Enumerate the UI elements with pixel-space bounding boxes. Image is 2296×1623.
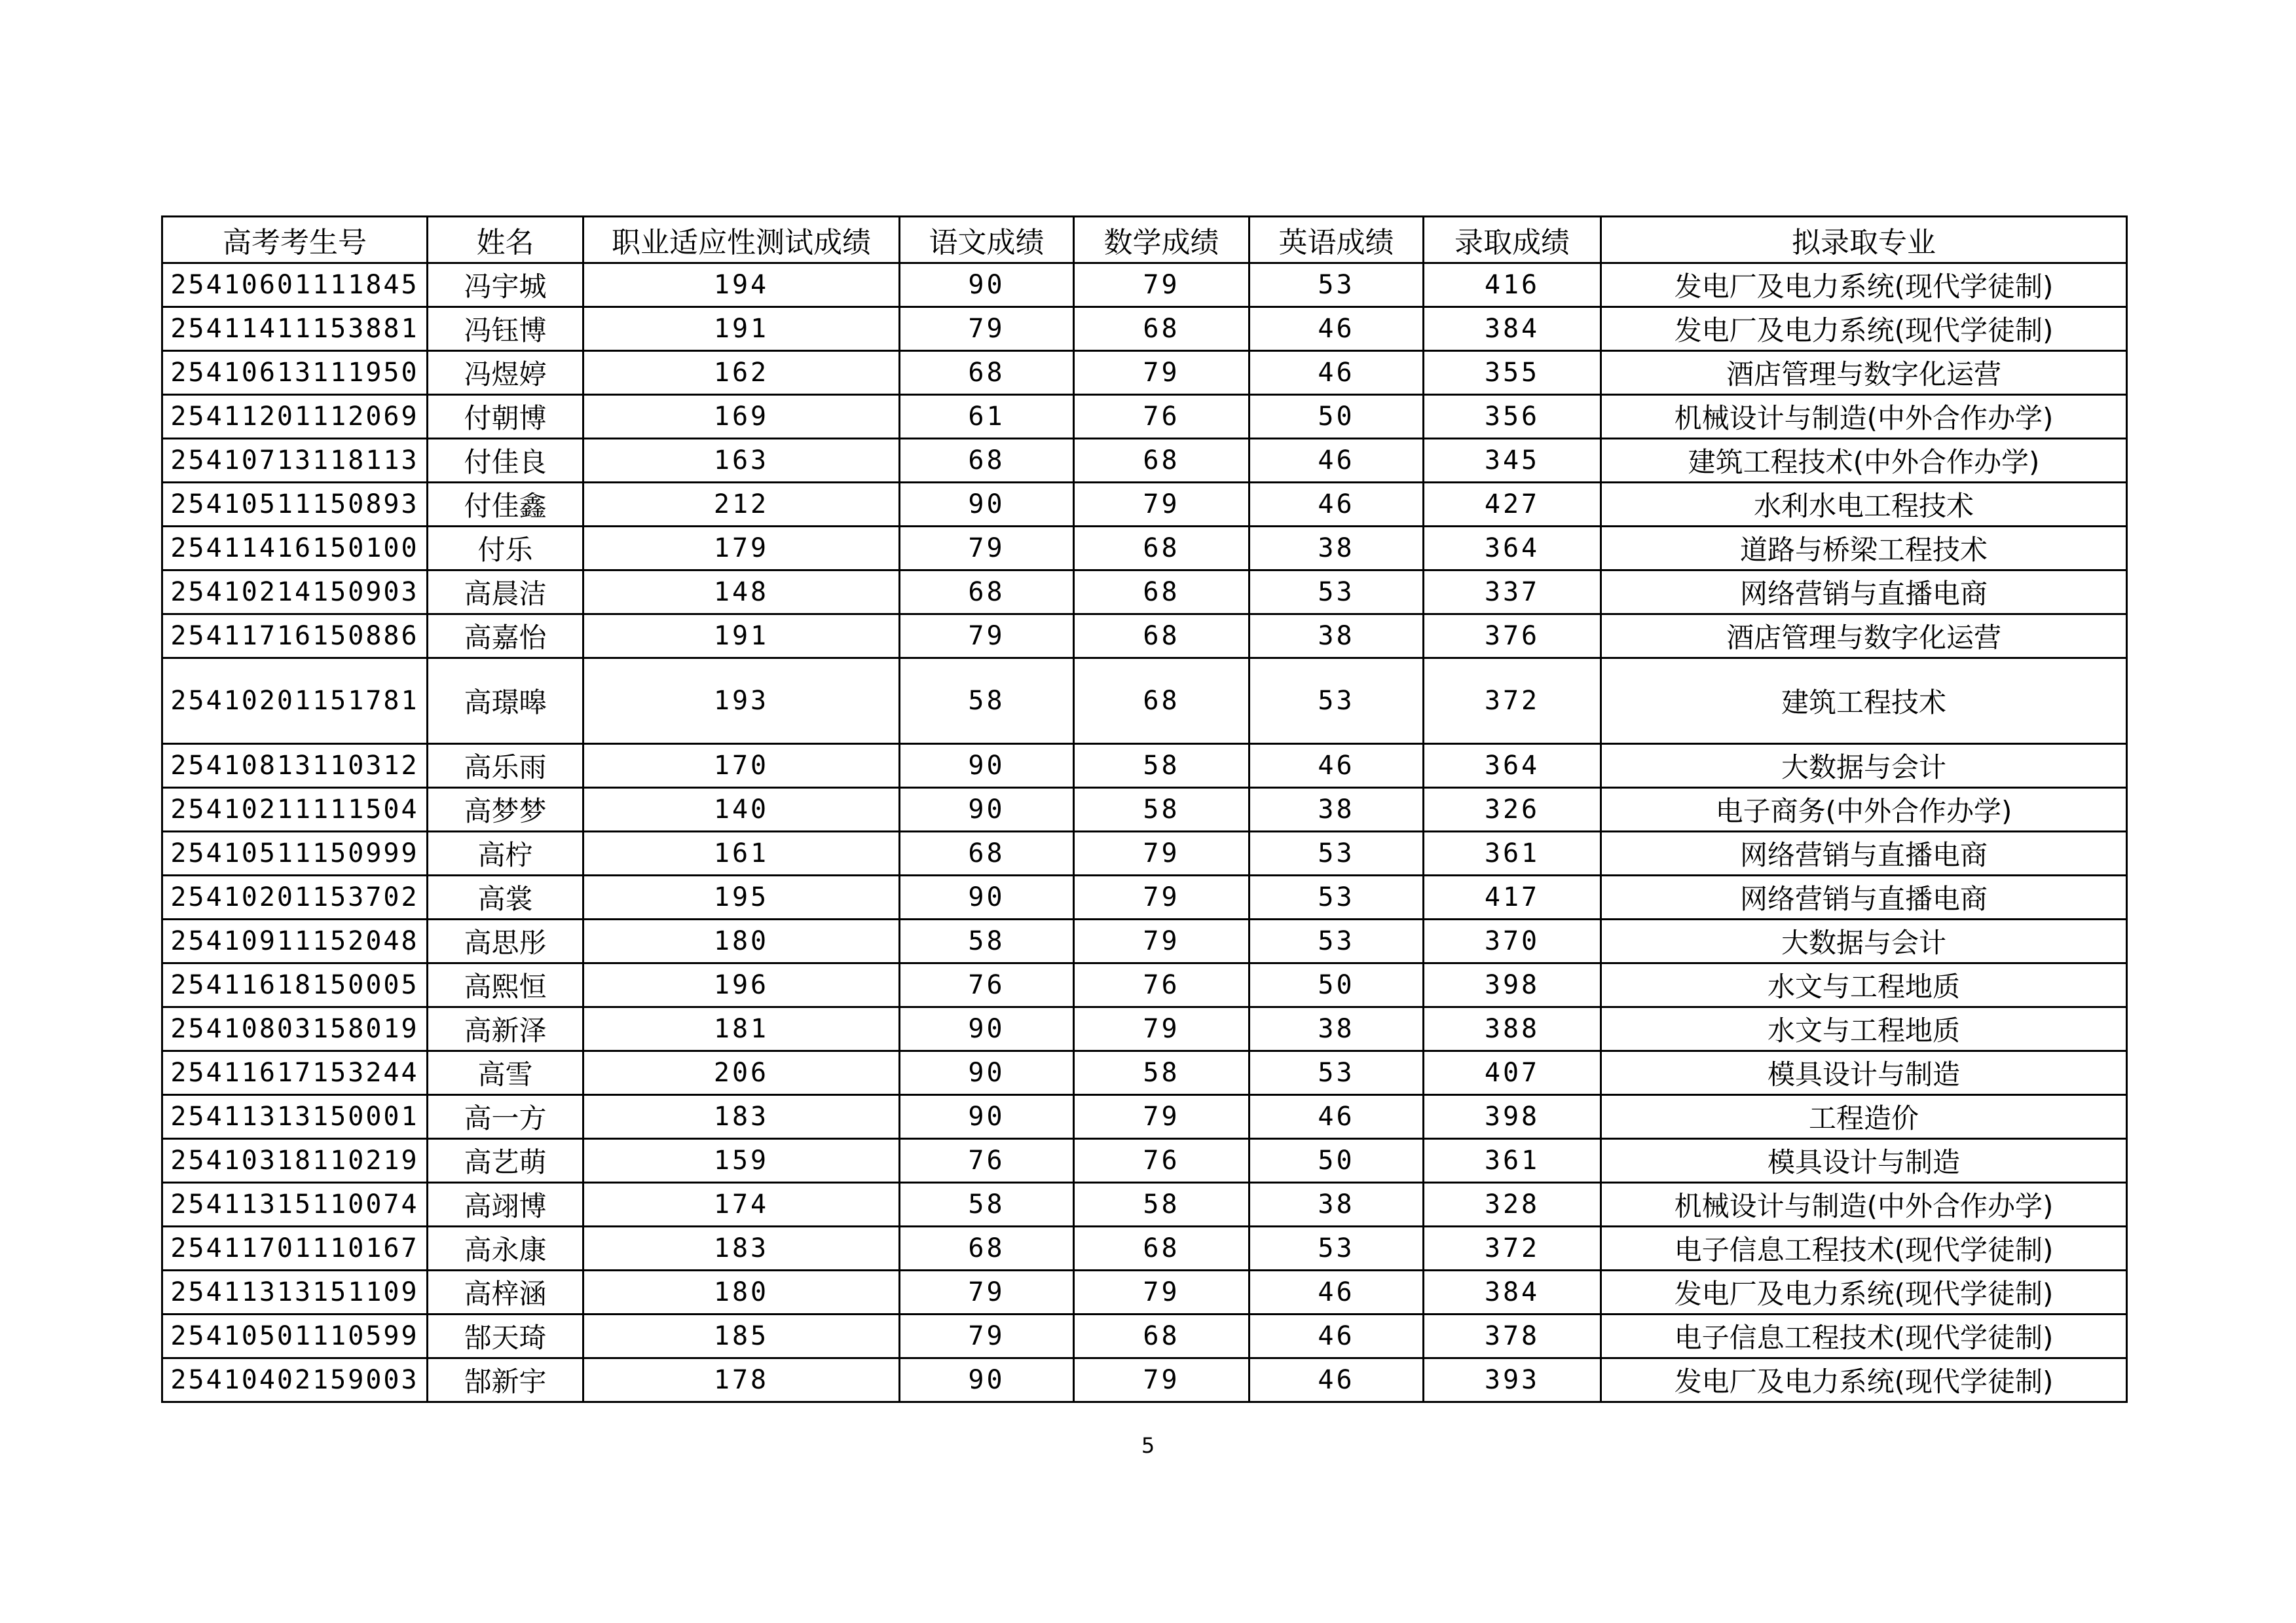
cell-math: 79: [1074, 1095, 1250, 1139]
cell-english: 53: [1250, 1051, 1424, 1095]
cell-exam-id: 25411618150005: [162, 963, 428, 1007]
header-row: [162, 217, 2127, 263]
cell-exam-id: 25411201112069: [162, 395, 428, 439]
cell-major: 模具设计与制造: [1601, 1139, 2127, 1183]
cell-admission-score: 372: [1424, 658, 1601, 744]
cell-admission-score: 337: [1424, 570, 1601, 614]
cell-name: 高思彤: [428, 920, 583, 963]
cell-name: 高璟暤: [428, 658, 583, 744]
cell-name: 高梓涵: [428, 1271, 583, 1315]
table-row: [162, 920, 2127, 963]
cell-math: 58: [1074, 1051, 1250, 1095]
cell-chinese: 79: [900, 614, 1074, 658]
cell-chinese: 90: [900, 1095, 1074, 1139]
cell-chinese: 90: [900, 1358, 1074, 1402]
cell-major: 工程造价: [1601, 1095, 2127, 1139]
cell-english: 38: [1250, 1183, 1424, 1227]
cell-vocational-test: 140: [583, 788, 900, 832]
cell-vocational-test: 179: [583, 527, 900, 570]
cell-chinese: 79: [900, 1271, 1074, 1315]
cell-math: 68: [1074, 527, 1250, 570]
cell-math: 68: [1074, 614, 1250, 658]
cell-major: 道路与桥梁工程技术: [1601, 527, 2127, 570]
cell-math: 68: [1074, 439, 1250, 483]
cell-english: 46: [1250, 307, 1424, 351]
cell-english: 50: [1250, 1139, 1424, 1183]
cell-major: 模具设计与制造: [1601, 1051, 2127, 1095]
cell-chinese: 68: [900, 351, 1074, 395]
cell-chinese: 58: [900, 658, 1074, 744]
cell-vocational-test: 174: [583, 1183, 900, 1227]
cell-vocational-test: 206: [583, 1051, 900, 1095]
table-row: [162, 658, 2127, 744]
cell-name: 高永康: [428, 1227, 583, 1271]
cell-math: 76: [1074, 963, 1250, 1007]
table-row: [162, 351, 2127, 395]
cell-vocational-test: 180: [583, 1271, 900, 1315]
table-row: [162, 483, 2127, 527]
cell-english: 53: [1250, 832, 1424, 876]
cell-math: 76: [1074, 1139, 1250, 1183]
cell-chinese: 90: [900, 483, 1074, 527]
cell-admission-score: 398: [1424, 1095, 1601, 1139]
cell-admission-score: 376: [1424, 614, 1601, 658]
cell-english: 46: [1250, 1358, 1424, 1402]
cell-admission-score: 356: [1424, 395, 1601, 439]
cell-english: 50: [1250, 963, 1424, 1007]
table-row: [162, 788, 2127, 832]
cell-name: 冯钰博: [428, 307, 583, 351]
cell-chinese: 58: [900, 1183, 1074, 1227]
cell-admission-score: 372: [1424, 1227, 1601, 1271]
cell-chinese: 79: [900, 1315, 1074, 1358]
cell-exam-id: 25410601111845: [162, 263, 428, 307]
cell-name: 高晨洁: [428, 570, 583, 614]
header-math: 数学成绩: [1074, 217, 1250, 263]
header-exam-id: 高考考生号: [162, 217, 428, 263]
cell-math: 79: [1074, 920, 1250, 963]
cell-exam-id: 25411313151109: [162, 1271, 428, 1315]
cell-name: 高熙恒: [428, 963, 583, 1007]
cell-major: 大数据与会计: [1601, 920, 2127, 963]
cell-exam-id: 25410402159003: [162, 1358, 428, 1402]
cell-admission-score: 345: [1424, 439, 1601, 483]
cell-chinese: 90: [900, 1007, 1074, 1051]
cell-vocational-test: 163: [583, 439, 900, 483]
table-row: [162, 527, 2127, 570]
cell-major: 建筑工程技术(中外合作办学): [1601, 439, 2127, 483]
table-row: [162, 832, 2127, 876]
cell-exam-id: 25410511150893: [162, 483, 428, 527]
cell-vocational-test: 195: [583, 876, 900, 920]
cell-name: 高乐雨: [428, 744, 583, 788]
cell-exam-id: 25411411153881: [162, 307, 428, 351]
cell-exam-id: 25410201153702: [162, 876, 428, 920]
cell-major: 酒店管理与数字化运营: [1601, 351, 2127, 395]
cell-name: 付佳良: [428, 439, 583, 483]
header-english: 英语成绩: [1250, 217, 1424, 263]
cell-chinese: 58: [900, 920, 1074, 963]
cell-vocational-test: 178: [583, 1358, 900, 1402]
cell-exam-id: 25410214150903: [162, 570, 428, 614]
cell-chinese: 76: [900, 963, 1074, 1007]
cell-vocational-test: 191: [583, 307, 900, 351]
table-row: [162, 876, 2127, 920]
cell-admission-score: 388: [1424, 1007, 1601, 1051]
cell-english: 46: [1250, 483, 1424, 527]
cell-chinese: 90: [900, 876, 1074, 920]
cell-major: 发电厂及电力系统(现代学徒制): [1601, 263, 2127, 307]
cell-math: 58: [1074, 1183, 1250, 1227]
cell-english: 46: [1250, 439, 1424, 483]
cell-math: 68: [1074, 307, 1250, 351]
cell-major: 机械设计与制造(中外合作办学): [1601, 395, 2127, 439]
cell-math: 79: [1074, 1007, 1250, 1051]
cell-math: 58: [1074, 788, 1250, 832]
cell-chinese: 68: [900, 1227, 1074, 1271]
cell-math: 58: [1074, 744, 1250, 788]
cell-major: 网络营销与直播电商: [1601, 876, 2127, 920]
cell-major: 电子信息工程技术(现代学徒制): [1601, 1315, 2127, 1358]
cell-major: 水利水电工程技术: [1601, 483, 2127, 527]
cell-admission-score: 361: [1424, 1139, 1601, 1183]
cell-name: 高裳: [428, 876, 583, 920]
table-row: [162, 1051, 2127, 1095]
cell-chinese: 90: [900, 788, 1074, 832]
cell-math: 79: [1074, 1271, 1250, 1315]
cell-vocational-test: 159: [583, 1139, 900, 1183]
cell-chinese: 90: [900, 263, 1074, 307]
admission-table: [161, 215, 2128, 1403]
table-row: [162, 1007, 2127, 1051]
cell-vocational-test: 194: [583, 263, 900, 307]
cell-major: 发电厂及电力系统(现代学徒制): [1601, 307, 2127, 351]
cell-admission-score: 384: [1424, 1271, 1601, 1315]
cell-vocational-test: 183: [583, 1227, 900, 1271]
cell-name: 郜天琦: [428, 1315, 583, 1358]
cell-chinese: 68: [900, 570, 1074, 614]
cell-admission-score: 417: [1424, 876, 1601, 920]
cell-math: 79: [1074, 351, 1250, 395]
cell-major: 电子商务(中外合作办学): [1601, 788, 2127, 832]
cell-english: 53: [1250, 263, 1424, 307]
table-row: [162, 744, 2127, 788]
cell-exam-id: 25410511150999: [162, 832, 428, 876]
cell-major: 发电厂及电力系统(现代学徒制): [1601, 1271, 2127, 1315]
cell-english: 46: [1250, 1271, 1424, 1315]
cell-english: 38: [1250, 1007, 1424, 1051]
table-row: [162, 1271, 2127, 1315]
cell-major: 水文与工程地质: [1601, 963, 2127, 1007]
cell-english: 46: [1250, 744, 1424, 788]
cell-vocational-test: 193: [583, 658, 900, 744]
cell-english: 46: [1250, 1315, 1424, 1358]
cell-admission-score: 407: [1424, 1051, 1601, 1095]
cell-exam-id: 25411716150886: [162, 614, 428, 658]
cell-major: 酒店管理与数字化运营: [1601, 614, 2127, 658]
cell-admission-score: 416: [1424, 263, 1601, 307]
cell-exam-id: 25410201151781: [162, 658, 428, 744]
cell-name: 高一方: [428, 1095, 583, 1139]
cell-name: 付佳鑫: [428, 483, 583, 527]
cell-vocational-test: 170: [583, 744, 900, 788]
cell-vocational-test: 181: [583, 1007, 900, 1051]
cell-admission-score: 427: [1424, 483, 1601, 527]
cell-major: 网络营销与直播电商: [1601, 570, 2127, 614]
cell-name: 高梦梦: [428, 788, 583, 832]
cell-chinese: 90: [900, 744, 1074, 788]
cell-admission-score: 378: [1424, 1315, 1601, 1358]
cell-english: 38: [1250, 527, 1424, 570]
cell-math: 79: [1074, 263, 1250, 307]
table-row: [162, 1227, 2127, 1271]
cell-vocational-test: 148: [583, 570, 900, 614]
cell-exam-id: 25410613111950: [162, 351, 428, 395]
cell-major: 建筑工程技术: [1601, 658, 2127, 744]
cell-name: 郜新宇: [428, 1358, 583, 1402]
page-number: 5: [1141, 1433, 1155, 1458]
cell-exam-id: 25410211111504: [162, 788, 428, 832]
cell-major: 机械设计与制造(中外合作办学): [1601, 1183, 2127, 1227]
cell-admission-score: 355: [1424, 351, 1601, 395]
cell-exam-id: 25410813110312: [162, 744, 428, 788]
table-row: [162, 395, 2127, 439]
cell-english: 53: [1250, 1227, 1424, 1271]
cell-math: 79: [1074, 483, 1250, 527]
cell-name: 高嘉怡: [428, 614, 583, 658]
table-row: [162, 1139, 2127, 1183]
cell-name: 高雪: [428, 1051, 583, 1095]
cell-major: 水文与工程地质: [1601, 1007, 2127, 1051]
cell-admission-score: 326: [1424, 788, 1601, 832]
cell-exam-id: 25410501110599: [162, 1315, 428, 1358]
cell-name: 高翊博: [428, 1183, 583, 1227]
cell-english: 46: [1250, 351, 1424, 395]
cell-exam-id: 25410803158019: [162, 1007, 428, 1051]
cell-exam-id: 25410318110219: [162, 1139, 428, 1183]
cell-chinese: 61: [900, 395, 1074, 439]
cell-vocational-test: 169: [583, 395, 900, 439]
table-row: [162, 1358, 2127, 1402]
cell-math: 68: [1074, 658, 1250, 744]
table-row: [162, 1183, 2127, 1227]
cell-exam-id: 25411315110074: [162, 1183, 428, 1227]
table-row: [162, 570, 2127, 614]
cell-admission-score: 398: [1424, 963, 1601, 1007]
cell-admission-score: 393: [1424, 1358, 1601, 1402]
cell-math: 79: [1074, 1358, 1250, 1402]
cell-chinese: 68: [900, 439, 1074, 483]
table-row: [162, 1315, 2127, 1358]
cell-admission-score: 361: [1424, 832, 1601, 876]
table-row: [162, 263, 2127, 307]
cell-major: 大数据与会计: [1601, 744, 2127, 788]
cell-english: 38: [1250, 788, 1424, 832]
header-admission-score: 录取成绩: [1424, 217, 1601, 263]
cell-chinese: 79: [900, 527, 1074, 570]
cell-major: 网络营销与直播电商: [1601, 832, 2127, 876]
cell-name: 高艺萌: [428, 1139, 583, 1183]
cell-vocational-test: 162: [583, 351, 900, 395]
cell-exam-id: 25410911152048: [162, 920, 428, 963]
cell-math: 79: [1074, 876, 1250, 920]
cell-math: 76: [1074, 395, 1250, 439]
header-vocational-test: 职业适应性测试成绩: [583, 217, 900, 263]
cell-chinese: 79: [900, 307, 1074, 351]
cell-chinese: 90: [900, 1051, 1074, 1095]
cell-exam-id: 25411617153244: [162, 1051, 428, 1095]
table-row: [162, 1095, 2127, 1139]
cell-math: 68: [1074, 1315, 1250, 1358]
cell-vocational-test: 185: [583, 1315, 900, 1358]
cell-admission-score: 370: [1424, 920, 1601, 963]
cell-vocational-test: 161: [583, 832, 900, 876]
cell-math: 68: [1074, 570, 1250, 614]
cell-vocational-test: 196: [583, 963, 900, 1007]
cell-name: 付乐: [428, 527, 583, 570]
cell-chinese: 68: [900, 832, 1074, 876]
cell-vocational-test: 180: [583, 920, 900, 963]
table-row: [162, 963, 2127, 1007]
cell-exam-id: 25411313150001: [162, 1095, 428, 1139]
cell-name: 冯煜婷: [428, 351, 583, 395]
cell-name: 高新泽: [428, 1007, 583, 1051]
cell-admission-score: 364: [1424, 744, 1601, 788]
cell-english: 53: [1250, 570, 1424, 614]
cell-english: 53: [1250, 876, 1424, 920]
cell-admission-score: 328: [1424, 1183, 1601, 1227]
header-chinese: 语文成绩: [900, 217, 1074, 263]
cell-english: 50: [1250, 395, 1424, 439]
cell-math: 68: [1074, 1227, 1250, 1271]
table-row: [162, 307, 2127, 351]
cell-name: 付朝博: [428, 395, 583, 439]
cell-name: 冯宇城: [428, 263, 583, 307]
cell-vocational-test: 212: [583, 483, 900, 527]
cell-vocational-test: 191: [583, 614, 900, 658]
cell-english: 53: [1250, 920, 1424, 963]
cell-major: 电子信息工程技术(现代学徒制): [1601, 1227, 2127, 1271]
cell-exam-id: 25410713118113: [162, 439, 428, 483]
cell-major: 发电厂及电力系统(现代学徒制): [1601, 1358, 2127, 1402]
header-name: 姓名: [428, 217, 583, 263]
cell-vocational-test: 183: [583, 1095, 900, 1139]
table-row: [162, 614, 2127, 658]
cell-exam-id: 25411701110167: [162, 1227, 428, 1271]
cell-math: 79: [1074, 832, 1250, 876]
cell-admission-score: 384: [1424, 307, 1601, 351]
header-major: 拟录取专业: [1601, 217, 2127, 263]
cell-admission-score: 364: [1424, 527, 1601, 570]
cell-name: 高柠: [428, 832, 583, 876]
cell-english: 53: [1250, 658, 1424, 744]
cell-english: 38: [1250, 614, 1424, 658]
cell-exam-id: 25411416150100: [162, 527, 428, 570]
table-row: [162, 439, 2127, 483]
cell-chinese: 76: [900, 1139, 1074, 1183]
cell-english: 46: [1250, 1095, 1424, 1139]
